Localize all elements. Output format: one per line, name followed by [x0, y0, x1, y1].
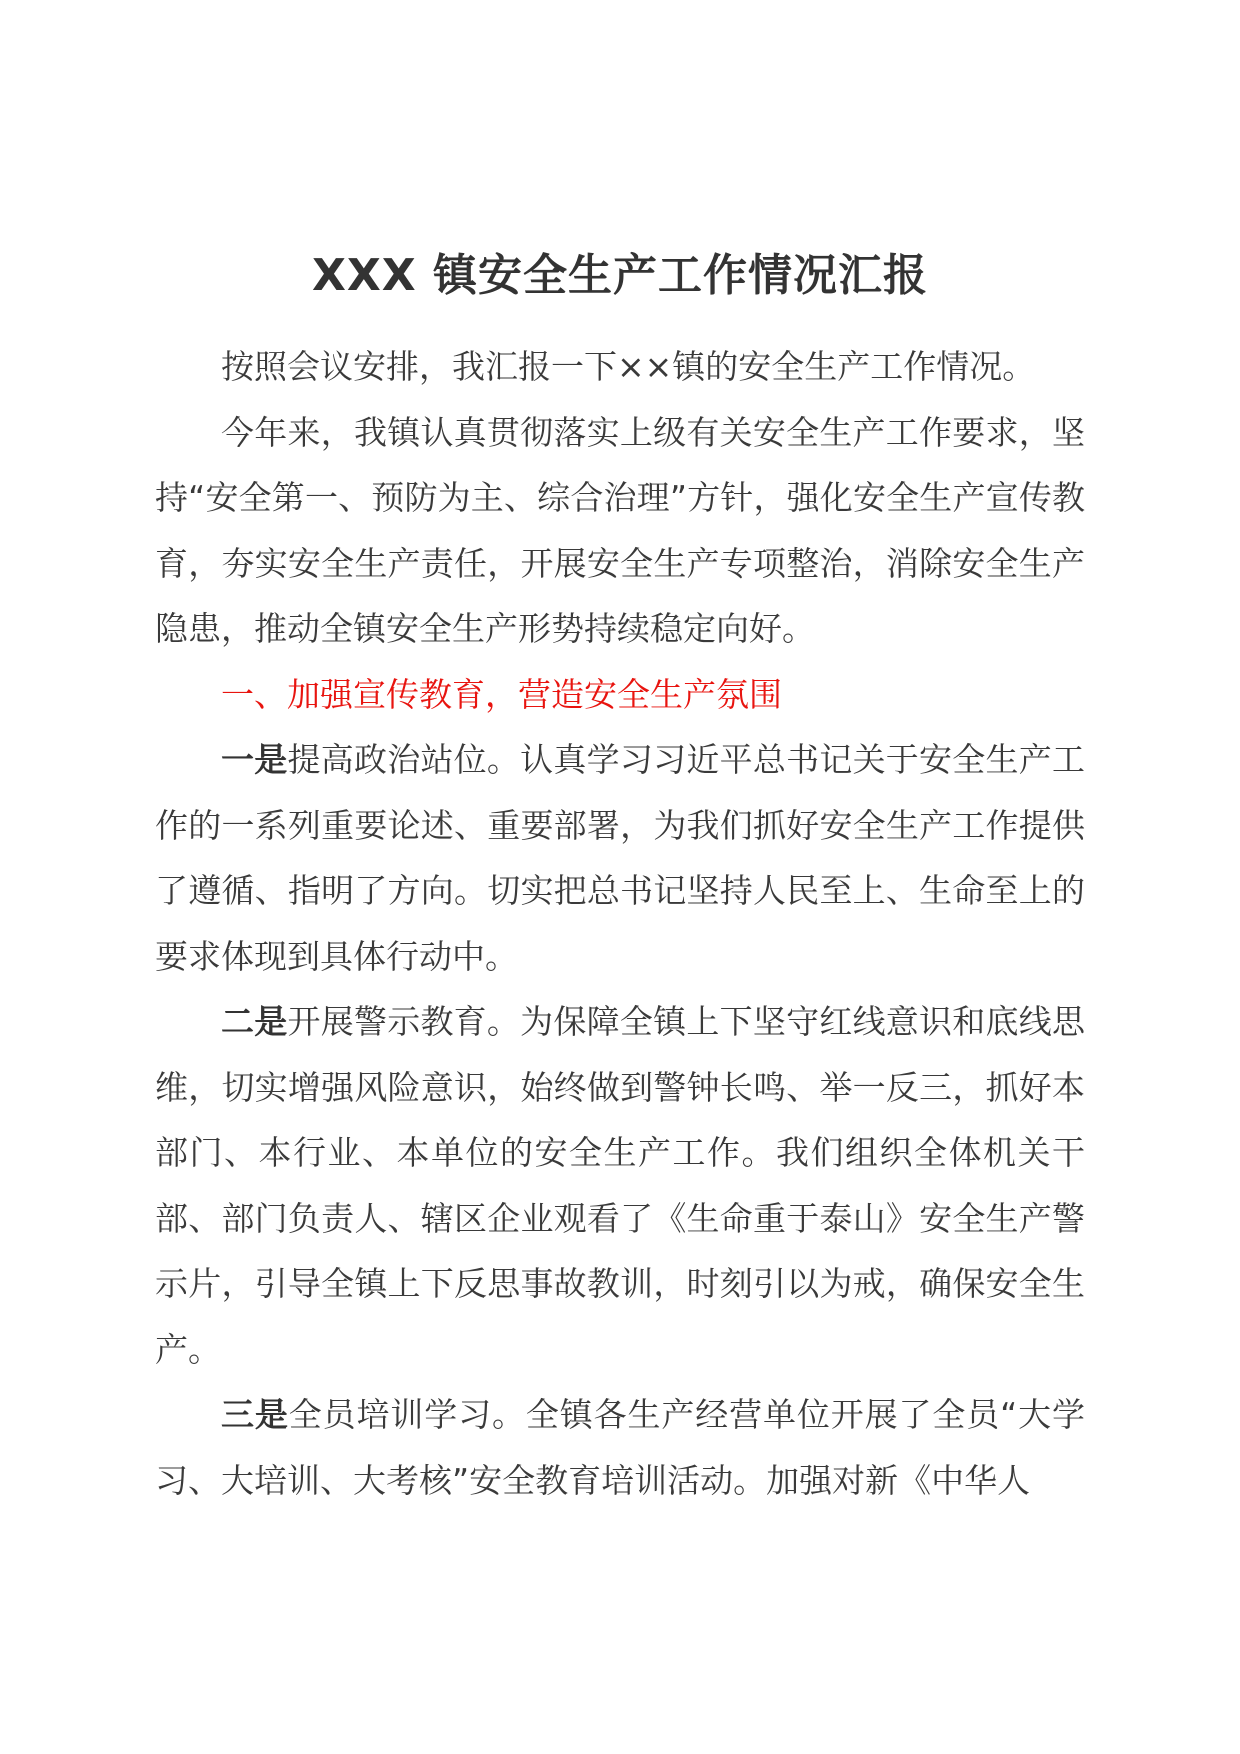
- section-heading: 一、加强宣传教育，营造安全生产氛围: [221, 674, 782, 714]
- paragraph-overview: 今年来，我镇认真贯彻落实上级有关安全生产工作要求，坚持“安全第一、预防为主、综合治理”方针，强化安全生产宣传教育，夯实安全生产责任，开展安全生产专项整治，消除安全生产隐患，推动全镇安全生产形势持续稳定向好。: [155, 412, 1085, 648]
- point-text: 提高政治站位。认真学习习近平总书记关于安全生产工作的一系列重要论述、重要部署，为我们抓好安全生产工作提供了遵循、指明了方向。切实把总书记坚持人民至上、生命至上的要求体现到具体行动中。: [155, 740, 1086, 976]
- paragraph-point-one: [155, 727, 1085, 989]
- paragraph-point-two: [155, 989, 1085, 1382]
- point-text: 开展警示教育。为保障全镇上下坚守红线意识和底线思维，切实增强风险意识，始终做到警钟长鸣、举一反三，抓好本部门、本行业、本单位的安全生产工作。我们组织全体机关干部、部门负责人、辖区企业观看了《生命重于泰山》安全生产警示片，引导全镇上下反思事故教训，时刻引以为戒，确保安全生产。: [155, 1002, 1086, 1369]
- point-text: 全员培训学习。全镇各生产经营单位开展了全员“大学习、大培训、大考核”安全教育培训活动。加强对新《中华人: [155, 1395, 1086, 1500]
- point-lead: 三是: [221, 1395, 289, 1434]
- paragraph-point-three: [155, 1382, 1085, 1513]
- point-lead: 一是: [221, 740, 288, 779]
- document-title: XXX 镇安全生产工作情况汇报: [311, 250, 929, 301]
- point-lead: 二是: [221, 1002, 288, 1041]
- paragraph-intro: 按照会议安排，我汇报一下××镇的安全生产工作情况。: [221, 347, 1036, 386]
- document-body: [155, 334, 1085, 1513]
